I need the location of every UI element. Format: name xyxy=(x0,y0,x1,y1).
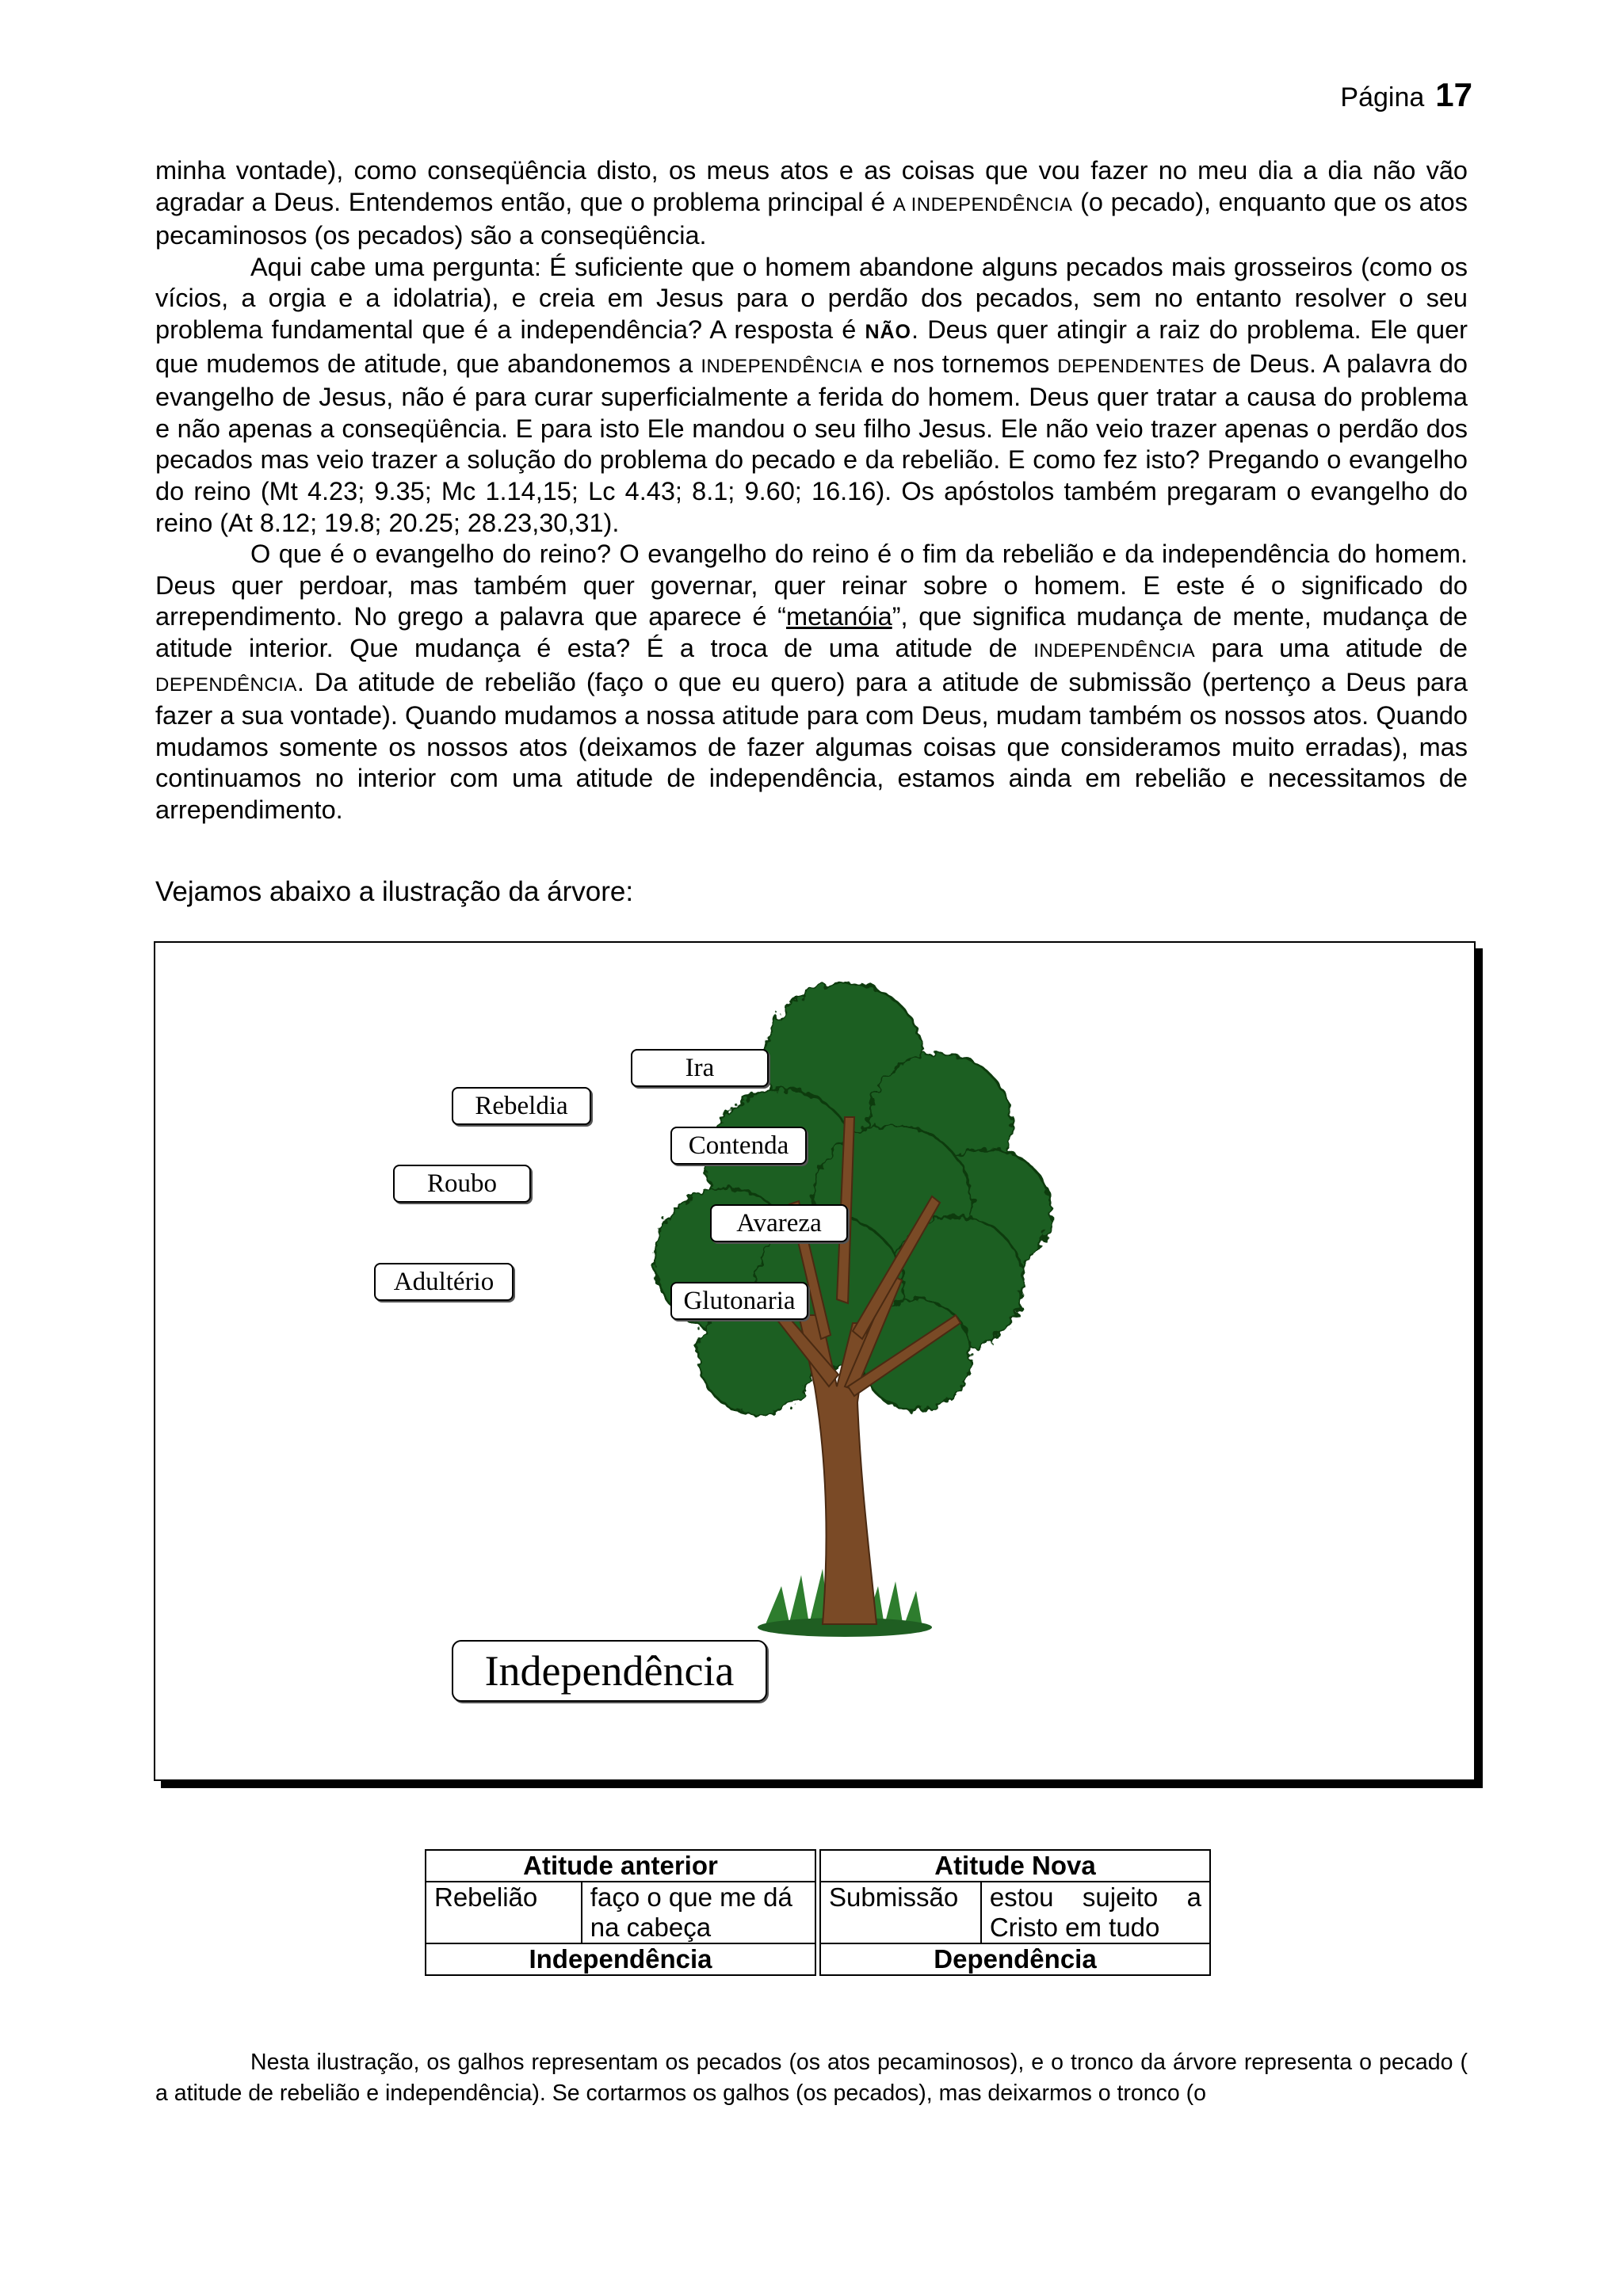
p3-text-a: O que é o evangelho do reino? O evangelho do reino é o fim da rebelião e da independência do homem. Deus quer perdoar, mas também quer governar, quer reinar sobre o homem. E este é o significado do arrependimento. No grego a palavra que aparece é “ xyxy=(155,540,1468,631)
tree-illustration xyxy=(154,941,1476,1781)
p3-metanoia: metanóia xyxy=(786,602,892,631)
p2-text-b: . Deus quer atingir a raiz do problema. Ele quer que mudemos de atitude, que abandonemos a xyxy=(155,315,1468,378)
paragraph-3 xyxy=(155,539,1468,826)
paragraph-2 xyxy=(155,252,1468,539)
label-rebeldia: Rebeldia xyxy=(452,1087,591,1125)
p2-smallcaps-1: INDEPENDÊNCIA xyxy=(701,355,863,377)
p2-text-c: e nos tornemos xyxy=(862,349,1058,378)
closing-paragraph: Nesta ilustração, os galhos representam os pecados (os atos pecaminosos), e o tronco da árvore representa o pecado ( a atitude de rebelião e independência). Se cortarmos os galhos (os pecados), mas deixarmos o tronco (o xyxy=(155,2050,1468,2106)
p3-text-d: . Da atitude de rebelião (faço o que eu quero) para a atitude de submissão (pertenço a Deus para fazer a sua vontade). Quando mudamos a nossa atitude para com Deus, mudam também os nossos atos. Quando mudamos somente os nossos atos (deixamos de fazer algumas coisas que consideramos muito erradas), mas continuamos no interior com uma atitude de independência, estamos ainda em rebelião e necessitamos de arrependimento. xyxy=(155,667,1468,824)
label-contenda: Contenda xyxy=(670,1127,807,1165)
header-right: Atitude Nova xyxy=(820,1850,1210,1882)
right-term: Submissão xyxy=(820,1882,981,1943)
right-desc: estou sujeito a Cristo em tudo xyxy=(981,1882,1210,1943)
left-desc: faço o que me dá na cabeça xyxy=(582,1882,815,1943)
footer-left: Independência xyxy=(426,1943,815,1975)
left-term: Rebelião xyxy=(426,1882,582,1943)
page-number: 17 xyxy=(1435,76,1472,113)
page-header xyxy=(1340,76,1472,114)
label-roubo: Roubo xyxy=(393,1165,531,1203)
table-footer-row xyxy=(426,1943,1210,1975)
p3-smallcaps-2: DEPENDÊNCIA xyxy=(155,673,297,696)
page-label: Página xyxy=(1340,82,1425,113)
p2-text-d: de Deus. A palavra do evangelho de Jesus, não é para curar superficialmente a ferida do homem. Deus quer tratar a causa do problema e não apenas a conseqüência. E para isto Ele mandou o seu filho Jesus. Ele não veio trazer apenas o perdão dos pecados mas veio trazer a solução do problema do pecado e da rebelião. E como fez isto? Pregando o evangelho do reino (Mt 4.23; 9.35; Mc 1.14,15; Lc 4.43; 8.1; 9.60; 16.16). Os apóstolos também pregaram o evangelho do reino (At 8.12; 19.8; 20.25; 28.23,30,31). xyxy=(155,349,1468,537)
p1-text-b: (o pecado), enquanto que os atos pecaminosos (os pecados) são a conseqüência. xyxy=(155,187,1468,250)
paragraph-1 xyxy=(155,155,1468,252)
label-adulterio: Adultério xyxy=(374,1263,514,1301)
label-ira: Ira xyxy=(631,1049,769,1087)
attitude-table xyxy=(425,1849,1211,1976)
label-glutonaria: Glutonaria xyxy=(670,1282,808,1320)
p2-text-a: Aqui cabe uma pergunta: É suficiente que o homem abandone alguns pecados mais grosseiros (como os vícios, a orgia e a idolatria), e creia em Jesus para o perdão dos pecados, sem no entanto resolver o seu problema fundamental que é a independência? A resposta é xyxy=(155,252,1468,344)
p3-smallcaps-1: INDEPENDÊNCIA xyxy=(1033,639,1196,662)
tree-drawing xyxy=(155,943,1474,1779)
figure-intro-text: Vejamos abaixo a ilustração da árvore: xyxy=(155,876,634,907)
intro-text xyxy=(155,155,1468,826)
footer-right: Dependência xyxy=(820,1943,1210,1975)
p3-text-c: para uma atitude de xyxy=(1195,633,1468,662)
table-row xyxy=(426,1882,1210,1943)
header-left: Atitude anterior xyxy=(426,1850,815,1882)
closing-text xyxy=(155,2047,1468,2109)
p3-text-b: ”, que significa mudança de mente, mudança de atitude interior. Que mudança é esta? É a troca de uma atitude de xyxy=(155,602,1468,662)
p1-text-a: minha vontade), como conseqüência disto, os meus atos e as coisas que vou fazer no meu dia a dia não vão agradar a Deus. Entendemos então, que o problema principal é xyxy=(155,156,1468,216)
label-independencia: Independência xyxy=(452,1640,767,1702)
p2-bold-nao: NÃO xyxy=(865,320,912,343)
p1-smallcaps: A INDEPENDÊNCIA xyxy=(892,193,1073,215)
p2-smallcaps-2: DEPENDENTES xyxy=(1057,355,1205,377)
table-header-row xyxy=(426,1850,1210,1882)
label-avareza: Avareza xyxy=(710,1204,848,1242)
